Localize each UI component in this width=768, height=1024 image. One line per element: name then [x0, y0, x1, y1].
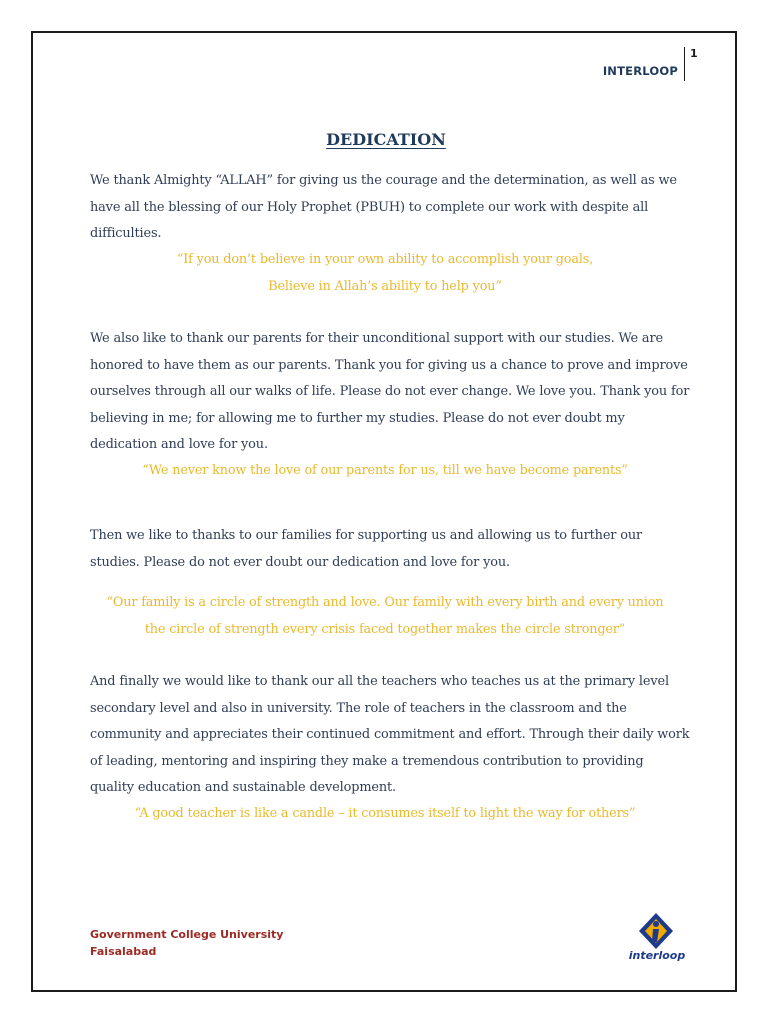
interloop-logo [626, 912, 688, 964]
quote-teacher [90, 801, 680, 828]
logo-wordmark: interloop [628, 949, 686, 962]
dedication-paragraph-parents: We also like to thank our parents for their unconditional support with our studies. We are honored to have them as our parents. Thank you for giving us a chance to prove and improve ourselves through all our walks of life. Please do not ever change. We love you. Thank you for believing in me; for allowing me to further my studies. Please do not ever doubt my dedication and love for you. [90, 331, 690, 452]
page-number: 1 [690, 47, 698, 60]
quote-family [90, 590, 680, 643]
dedication-paragraph-allah: We thank Almighty “ALLAH” for giving us the courage and the determination, as well as we have all the blessing of our Holy Prophet (PBUH) to complete our work with despite all difficulties. [90, 173, 677, 241]
dedication-paragraph-families: Then we like to thanks to our families for supporting us and allowing us to further our studies. Please do not ever doubt our dedication and love for you. [90, 528, 643, 570]
quote-line: Believe in Allah’s ability to help you” [268, 278, 502, 294]
quote-line: “Our family is a circle of strength and love. Our family with every birth and every union [106, 595, 664, 610]
institution-city: Faisalabad [90, 945, 157, 958]
institution-name: Government College University [90, 928, 284, 941]
page-title: DEDICATION [326, 130, 446, 149]
header-divider [684, 47, 685, 81]
interloop-logo-mark [626, 912, 688, 952]
quote-line: “A good teacher is like a candle – it consumes itself to light the way for others” [134, 806, 636, 821]
footer-institution [90, 926, 283, 960]
quote-allah [90, 247, 680, 300]
quote-line: “If you don’t believe in your own ability to accomplish your goals, [176, 252, 594, 267]
quote-parents [90, 458, 680, 485]
quote-line: the circle of strength every crisis faced together makes the circle stronger” [144, 621, 626, 637]
header-title: INTERLOOP [602, 64, 678, 78]
quote-line: “We never know the love of our parents for us, till we have become parents” [142, 463, 628, 478]
dedication-paragraph-teachers: And finally we would like to thank our all the teachers who teaches us at the primary level secondary level and also in university. The role of teachers in the classroom and the community and appreciates their continued commitment and effort. Through their daily work of leading, mentoring and inspiring they make a tremendous contribution to providing quality education and sustainable development. [90, 674, 690, 795]
